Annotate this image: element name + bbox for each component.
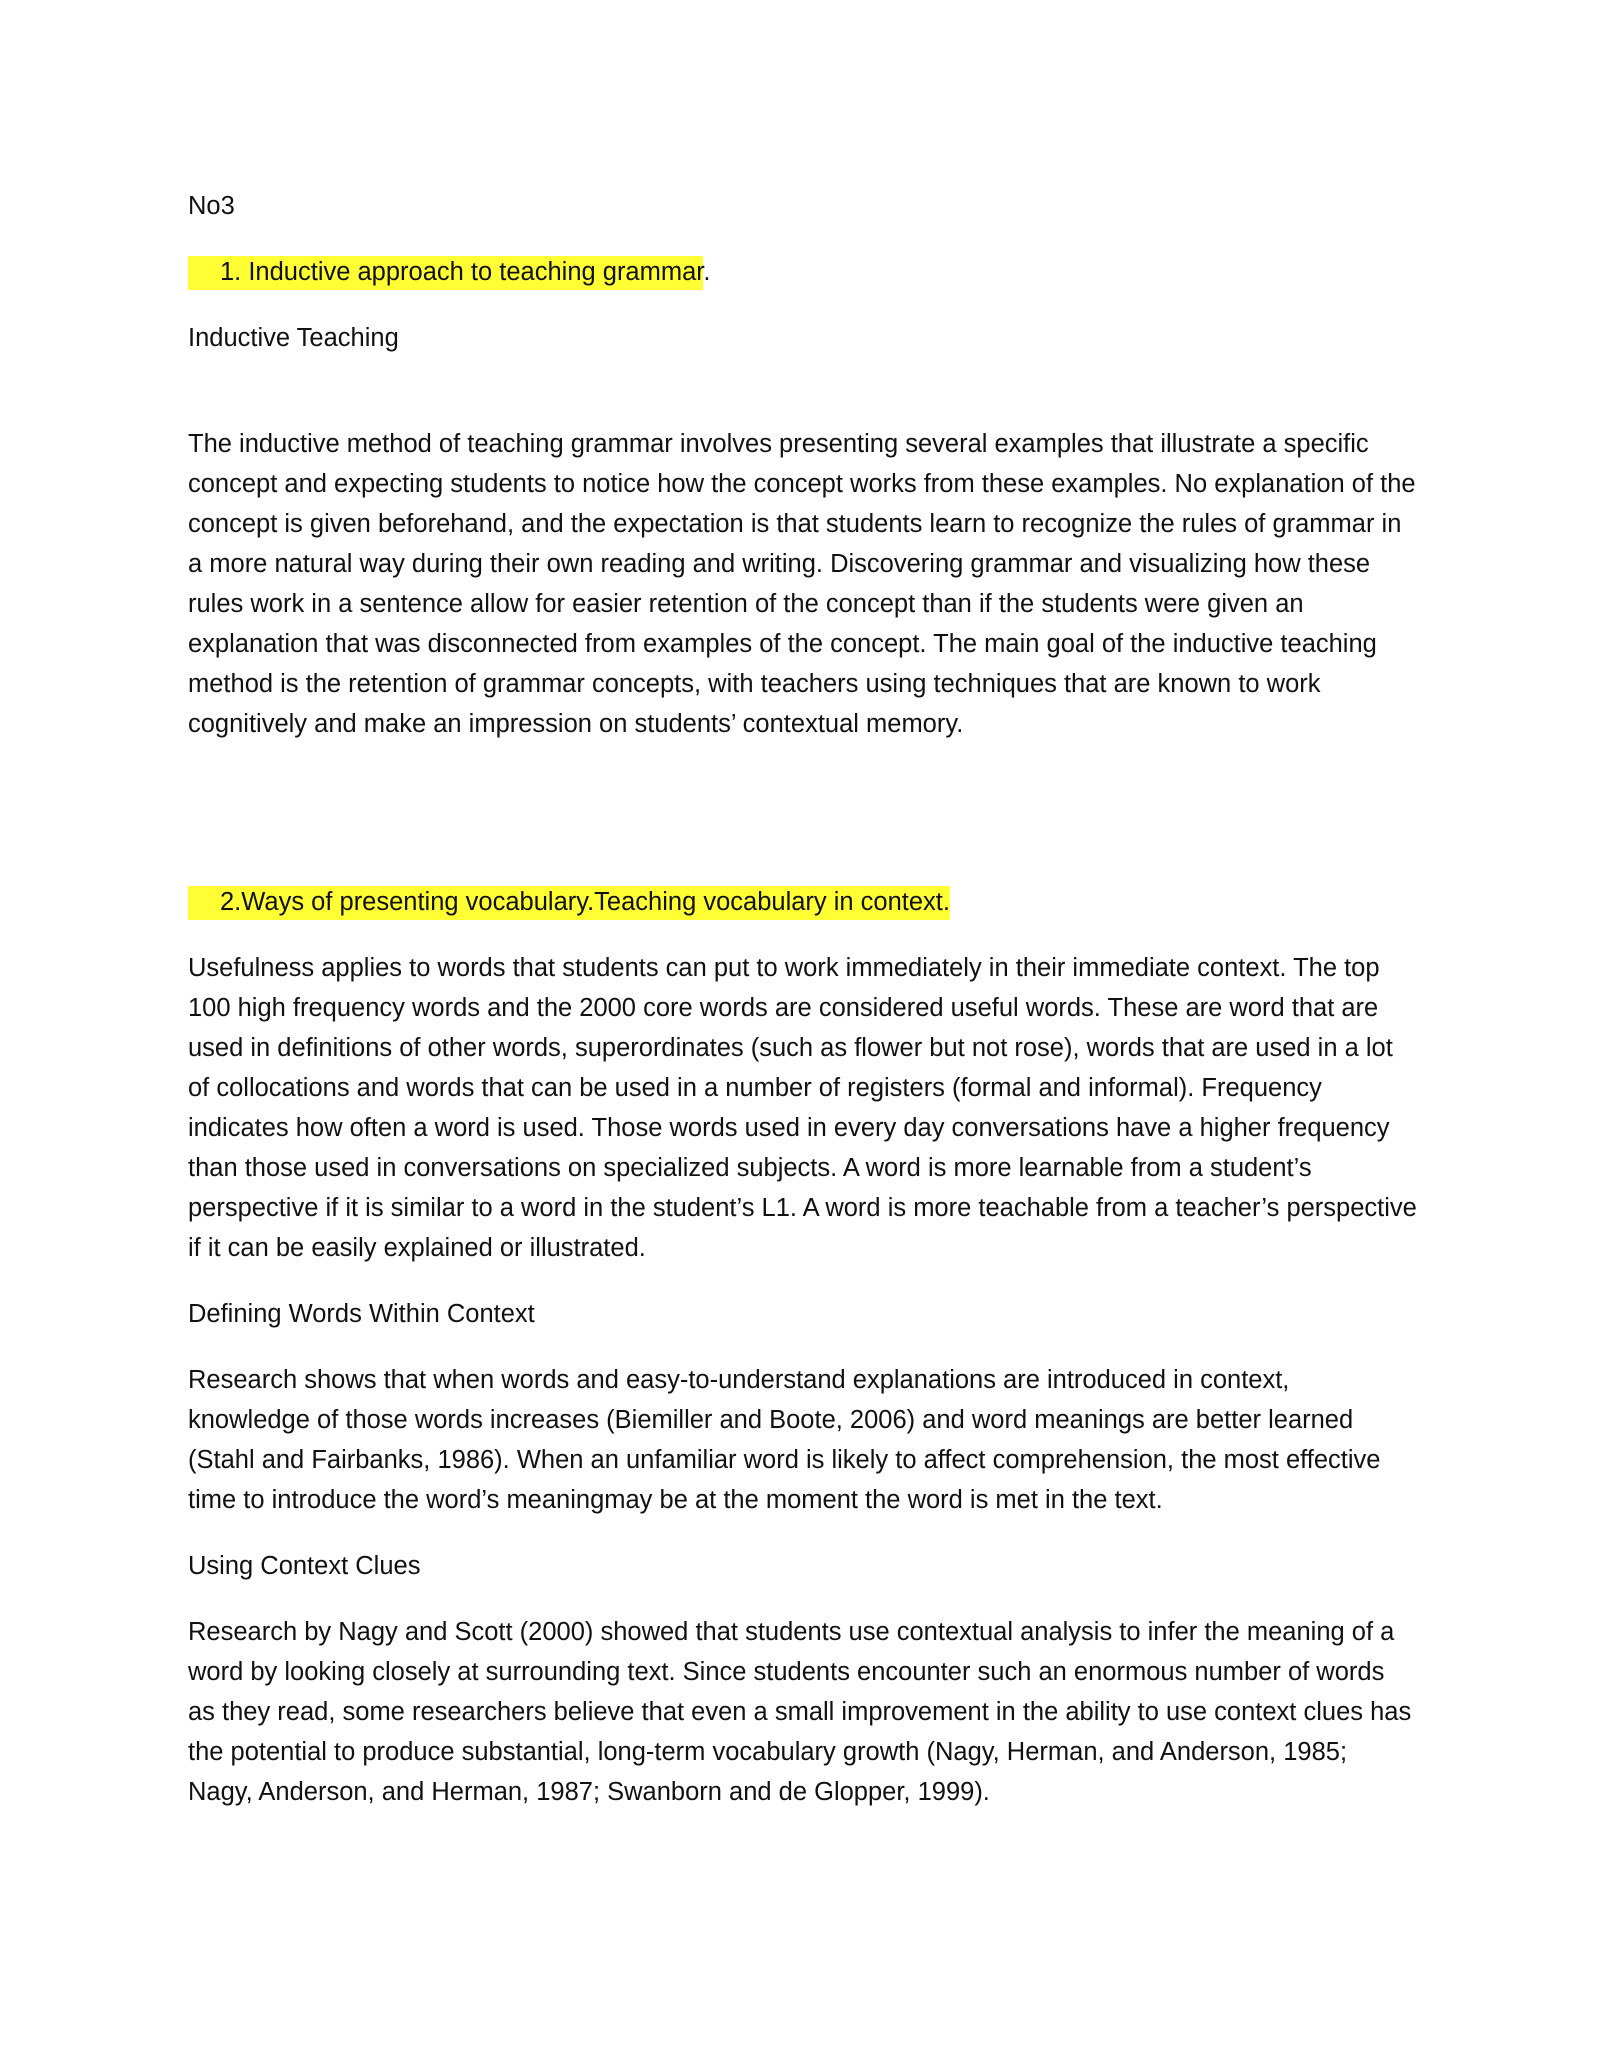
section-2-paragraph-3: Research by Nagy and Scott (2000) showed that students use contextual analysis to infer the meaning of a word by looking closely at surrounding text. Since students encounter such an enormous number of words as they read, some researchers believe that even a small improvement in the ability to use context clues has the potential to produce substantial, long-term vocabulary growth (Nagy, Herman, and Anderson, 1985; Nagy, Anderson, and Herman, 1987; Swanborn and de Glopper, 1999). bbox=[188, 1618, 1412, 1806]
section-2-paragraph-1: Usefulness applies to words that students can put to work immediately in their immediate context. The top 100 high frequency words and the 2000 core words are considered useful words. These are word that are used in definitions of other words, superordinates (such as flower but not rose), words that are used in a lot of collocations and words that can be used in a number of registers (formal and informal). Frequency indicates how often a word is used. Those words used in every day conversations have a higher frequency than those used in conversations on specialized subjects. A word is more learnable from a student’s perspective if it is similar to a word in the student’s L1. A word is more teachable from a teacher’s perspective if it can be easily explained or illustrated. bbox=[188, 954, 1417, 1262]
section-1-heading-line bbox=[188, 252, 1418, 292]
section-1-paragraph: The inductive method of teaching grammar involves presenting several examples that illustrate a specific concept and expecting students to notice how the concept works from these examples. No explanation of the concept is given beforehand, and the expectation is that students learn to recognize the rules of grammar in a more natural way during their own reading and writing. Discovering grammar and visualizing how these rules work in a sentence allow for easier retention of the concept than if the students were given an explanation that was disconnected from examples of the concept. The main goal of the inductive teaching method is the retention of grammar concepts, with teachers using techniques that are known to work cognitively and make an impression on students’ contextual memory. bbox=[188, 430, 1416, 738]
section-1-subheading: Inductive Teaching bbox=[188, 324, 399, 352]
section-1-heading: 1. Inductive approach to teaching grammar bbox=[188, 256, 703, 290]
section-2-paragraph-2: Research shows that when words and easy-to-understand explanations are introduced in context, knowledge of those words increases (Biemiller and Boote, 2006) and word meanings are better learned (Stahl and Fairbanks, 1986). When an unfamiliar word is likely to affect comprehension, the most effective time to introduce the word’s meaningmay be at the moment the word is met in the text. bbox=[188, 1366, 1381, 1514]
section-1-heading-tail: . bbox=[703, 258, 711, 286]
section-2-heading-line bbox=[188, 882, 1418, 922]
section-2-subheading-1: Defining Words Within Context bbox=[188, 1300, 535, 1328]
document-label: No3 bbox=[188, 192, 235, 220]
section-2-heading: 2.Ways of presenting vocabulary.Teaching vocabulary in context. bbox=[188, 886, 950, 920]
section-2-subheading-2: Using Context Clues bbox=[188, 1552, 421, 1580]
document-body bbox=[188, 186, 1418, 1838]
